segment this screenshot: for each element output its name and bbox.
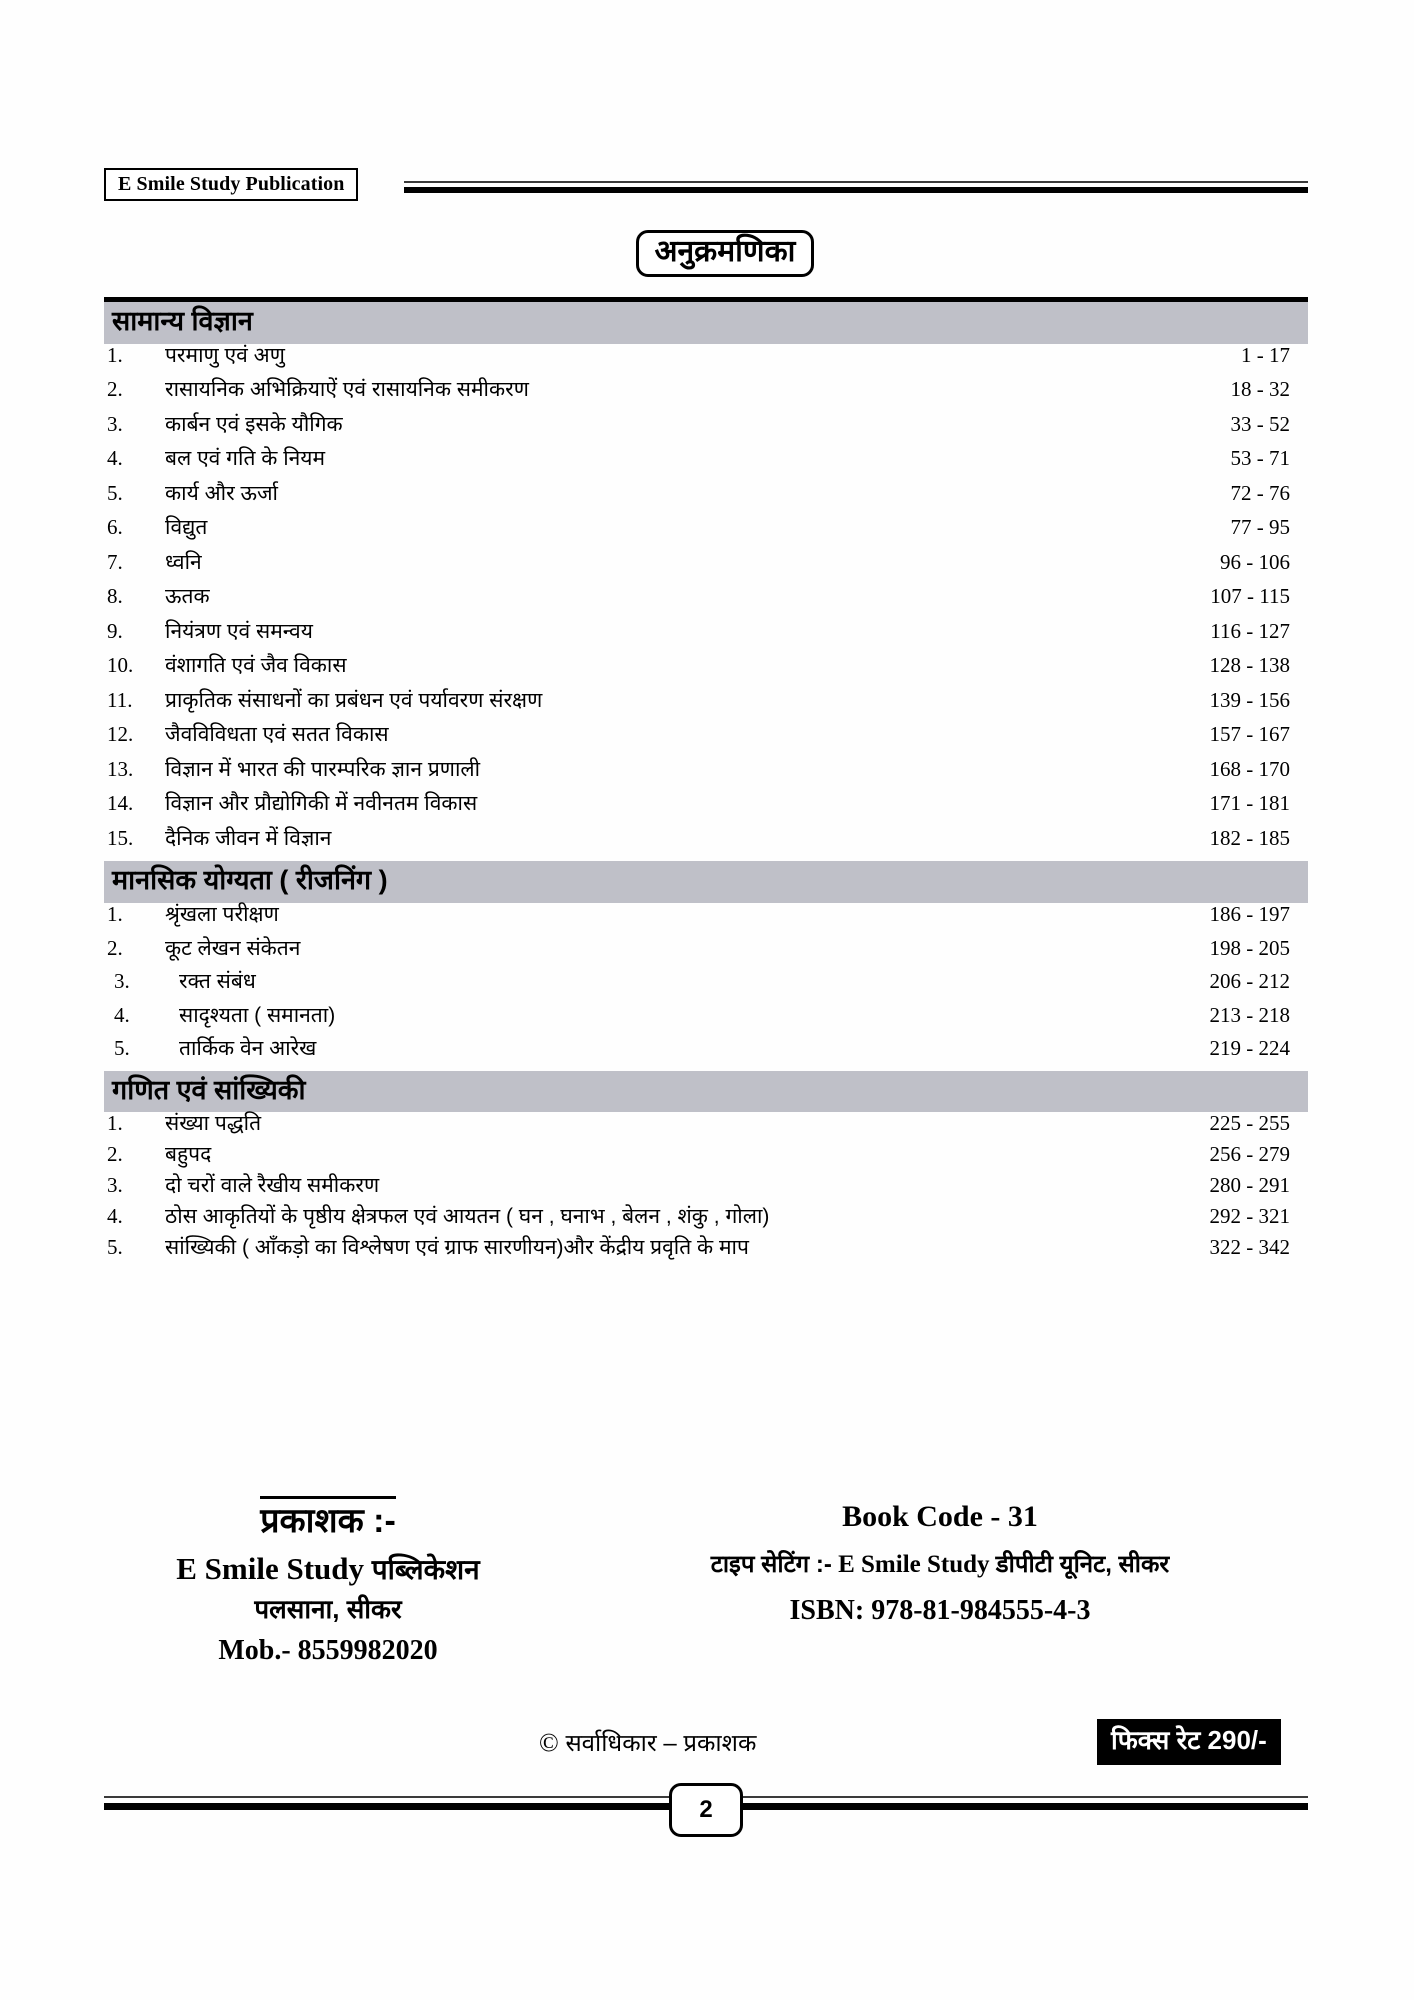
header-rule-thick	[404, 187, 1308, 193]
toc-entry[interactable]	[104, 723, 1308, 758]
entry-pages: 168 - 170	[1209, 756, 1290, 781]
publisher-name	[118, 1549, 538, 1589]
section-entries-mathematics	[104, 1112, 1308, 1267]
entry-number: 14.	[107, 791, 134, 816]
entry-title: दैनिक जीवन में विज्ञान	[165, 826, 332, 850]
entry-title: वंशागति एवं जैव विकास	[165, 654, 347, 678]
entry-pages: 219 - 224	[1209, 1036, 1290, 1060]
entry-pages: 182 - 185	[1209, 825, 1290, 850]
section-entries-general-science	[104, 344, 1308, 862]
typesetting-suffix: डीपीटी यूनिट, सीकर	[995, 1550, 1170, 1578]
entry-title: जैवविविधता एवं सतत विकास	[165, 723, 389, 747]
toc-entry[interactable]	[104, 758, 1308, 793]
book-code: Book Code - 31	[842, 1500, 1038, 1533]
entry-title: कार्बन एवं इसके यौगिक	[165, 412, 343, 436]
page-number: 2	[669, 1783, 743, 1837]
entry-number: 6.	[107, 515, 123, 540]
entry-title: विज्ञान में भारत की पारम्परिक ज्ञान प्रणाली	[165, 757, 481, 781]
toc-entry[interactable]	[104, 1037, 1308, 1071]
entry-number: 5.	[107, 1235, 123, 1260]
entry-title: विद्युत	[165, 516, 208, 540]
entry-pages: 107 - 115	[1210, 584, 1290, 609]
header-rule-thin	[404, 181, 1308, 183]
toc-entry[interactable]	[104, 792, 1308, 827]
section-title: मानसिक योग्यता ( रीजनिंग )	[112, 865, 388, 896]
table-of-contents	[104, 297, 1308, 1267]
entry-title: रक्त संबंध	[179, 970, 256, 993]
entry-number: 3.	[107, 1173, 123, 1198]
entry-title: कार्य और ऊर्जा	[165, 481, 278, 505]
typesetting-company: E Smile Study	[838, 1550, 990, 1578]
entry-pages: 206 - 212	[1209, 969, 1290, 993]
entry-number: 2.	[107, 1142, 123, 1167]
entry-number: 2.	[107, 377, 123, 402]
entry-title: ऊतक	[165, 585, 210, 609]
entry-pages: 116 - 127	[1210, 618, 1290, 643]
entry-pages: 53 - 71	[1230, 446, 1290, 471]
toc-entry[interactable]	[104, 937, 1308, 971]
entry-number: 12.	[107, 722, 134, 747]
toc-entry[interactable]	[104, 413, 1308, 448]
entry-pages: 322 - 342	[1209, 1235, 1290, 1260]
entry-title: कूट लेखन संकेतन	[165, 936, 301, 960]
publisher-block	[118, 1496, 538, 1669]
entry-pages: 77 - 95	[1230, 515, 1290, 540]
page-title-wrap	[0, 230, 1414, 277]
copyright-text: सर्वाधिकार – प्रकाशक	[565, 1730, 757, 1757]
entry-number: 8.	[107, 584, 123, 609]
entry-pages: 18 - 32	[1230, 377, 1290, 402]
entry-pages: 171 - 181	[1209, 791, 1290, 816]
fixed-rate-badge: फिक्स रेट 290/-	[1097, 1719, 1281, 1765]
entry-title: सांख्यिकी ( आँकड़ो का विश्लेषण एवं ग्राफ सारणीयन)और केंद्रीय प्रवृति के माप	[165, 1236, 749, 1260]
entry-title: तार्किक वेन आरेख	[179, 1037, 317, 1060]
entry-title: प्राकृतिक संसाधनों का प्रबंधन एवं पर्यावरण संरक्षण	[165, 688, 543, 712]
publisher-name-en: E Smile Study	[176, 1550, 365, 1586]
entry-number: 3.	[114, 969, 130, 993]
entry-pages: 186 - 197	[1209, 902, 1290, 926]
typesetting-credit	[560, 1549, 1320, 1582]
publisher-tag: E Smile Study Publication	[104, 168, 358, 201]
toc-entry[interactable]	[104, 585, 1308, 620]
entry-number: 5.	[107, 480, 123, 505]
entry-number: 5.	[114, 1036, 130, 1060]
toc-entry[interactable]	[104, 970, 1308, 1004]
entry-number: 15.	[107, 825, 134, 850]
entry-title: दो चरों वाले रैखीय समीकरण	[165, 1174, 380, 1198]
toc-entry[interactable]	[104, 1205, 1308, 1236]
entry-pages: 1 - 17	[1241, 342, 1290, 367]
publisher-city: पलसाना, सीकर	[254, 1593, 402, 1624]
section-header-reasoning	[104, 861, 1308, 903]
toc-entry[interactable]	[104, 482, 1308, 517]
publisher-heading	[260, 1496, 396, 1543]
isbn: ISBN: 978-81-984555-4-3	[789, 1595, 1091, 1626]
copyright-line	[539, 1726, 756, 1759]
entry-number: 10.	[107, 653, 134, 678]
toc-entry[interactable]	[104, 620, 1308, 655]
page-header	[104, 168, 1308, 204]
entry-title: सादृश्यता ( समानता)	[179, 1003, 336, 1027]
section-header-general-science	[104, 297, 1308, 344]
toc-entry[interactable]	[104, 1174, 1308, 1205]
entry-number: 2.	[107, 935, 123, 960]
toc-entry[interactable]	[104, 1112, 1308, 1143]
typesetting-prefix: टाइप सेटिंग :-	[710, 1550, 832, 1578]
toc-entry[interactable]	[104, 344, 1308, 379]
entry-number: 4.	[107, 446, 123, 471]
entry-number: 1.	[107, 902, 123, 926]
entry-pages: 225 - 255	[1209, 1111, 1290, 1136]
entry-title: रासायनिक अभिक्रियाऐं एवं रासायनिक समीकरण	[165, 378, 529, 402]
page-title: अनुक्रमणिका	[636, 230, 815, 277]
section-entries-reasoning	[104, 903, 1308, 1071]
entry-pages: 280 - 291	[1209, 1173, 1290, 1198]
entry-pages: 157 - 167	[1209, 722, 1290, 747]
toc-entry[interactable]	[104, 1004, 1308, 1038]
toc-entry[interactable]	[104, 1236, 1308, 1267]
section-header-mathematics	[104, 1071, 1308, 1113]
entry-title: बल एवं गति के नियम	[165, 447, 326, 471]
entry-pages: 96 - 106	[1220, 549, 1290, 574]
entry-title: विज्ञान और प्रौद्योगिकी में नवीनतम विकास	[165, 792, 478, 816]
entry-number: 9.	[107, 618, 123, 643]
toc-entry[interactable]	[104, 654, 1308, 689]
publisher-name-hi: पब्लिकेशन	[371, 1553, 480, 1585]
entry-title: परमाणु एवं अणु	[165, 343, 285, 367]
entry-pages: 128 - 138	[1209, 653, 1290, 678]
section-title: सामान्य विज्ञान	[112, 306, 253, 336]
entry-title: संख्या पद्धति	[165, 1112, 262, 1136]
entry-pages: 213 - 218	[1209, 1002, 1290, 1027]
toc-entry[interactable]	[104, 827, 1308, 862]
publisher-mobile: Mob.- 8559982020	[218, 1634, 438, 1666]
entry-title: नियंत्रण एवं समन्वय	[165, 619, 313, 643]
copyright-icon: ©	[539, 1728, 559, 1757]
entry-number: 7.	[107, 549, 123, 574]
entry-number: 4.	[114, 1002, 130, 1027]
entry-pages: 33 - 52	[1230, 411, 1290, 436]
entry-number: 4.	[107, 1204, 123, 1229]
entry-pages: 72 - 76	[1230, 480, 1290, 505]
entry-number: 1.	[107, 342, 123, 367]
toc-entry[interactable]	[104, 447, 1308, 482]
page-footer	[104, 1786, 1308, 1836]
entry-pages: 139 - 156	[1209, 687, 1290, 712]
publisher-heading-text: प्रकाशक :-	[260, 1496, 396, 1543]
toc-entry[interactable]	[104, 689, 1308, 724]
entry-title: बहुपद	[165, 1143, 212, 1167]
entry-number: 3.	[107, 411, 123, 436]
toc-entry[interactable]	[104, 1143, 1308, 1174]
entry-title: ठोस आकृतियों के पृष्ठीय क्षेत्रफल एवं आयतन ( घन , घनाभ , बेलन , शंकु , गोला)	[165, 1205, 770, 1229]
toc-entry[interactable]	[104, 516, 1308, 551]
entry-pages: 256 - 279	[1209, 1142, 1290, 1167]
entry-number: 1.	[107, 1111, 123, 1136]
entry-number: 11.	[107, 687, 133, 712]
entry-number: 13.	[107, 756, 134, 781]
entry-title: श्रृंखला परीक्षण	[165, 903, 279, 926]
section-title: गणित एवं सांख्यिकी	[112, 1074, 306, 1105]
toc-entry[interactable]	[104, 378, 1308, 413]
toc-entry[interactable]	[104, 903, 1308, 937]
entry-title: ध्वनि	[165, 550, 202, 574]
entry-pages: 292 - 321	[1209, 1204, 1290, 1229]
book-info-block	[560, 1498, 1320, 1628]
entry-pages: 198 - 205	[1209, 935, 1290, 960]
toc-entry[interactable]	[104, 551, 1308, 586]
